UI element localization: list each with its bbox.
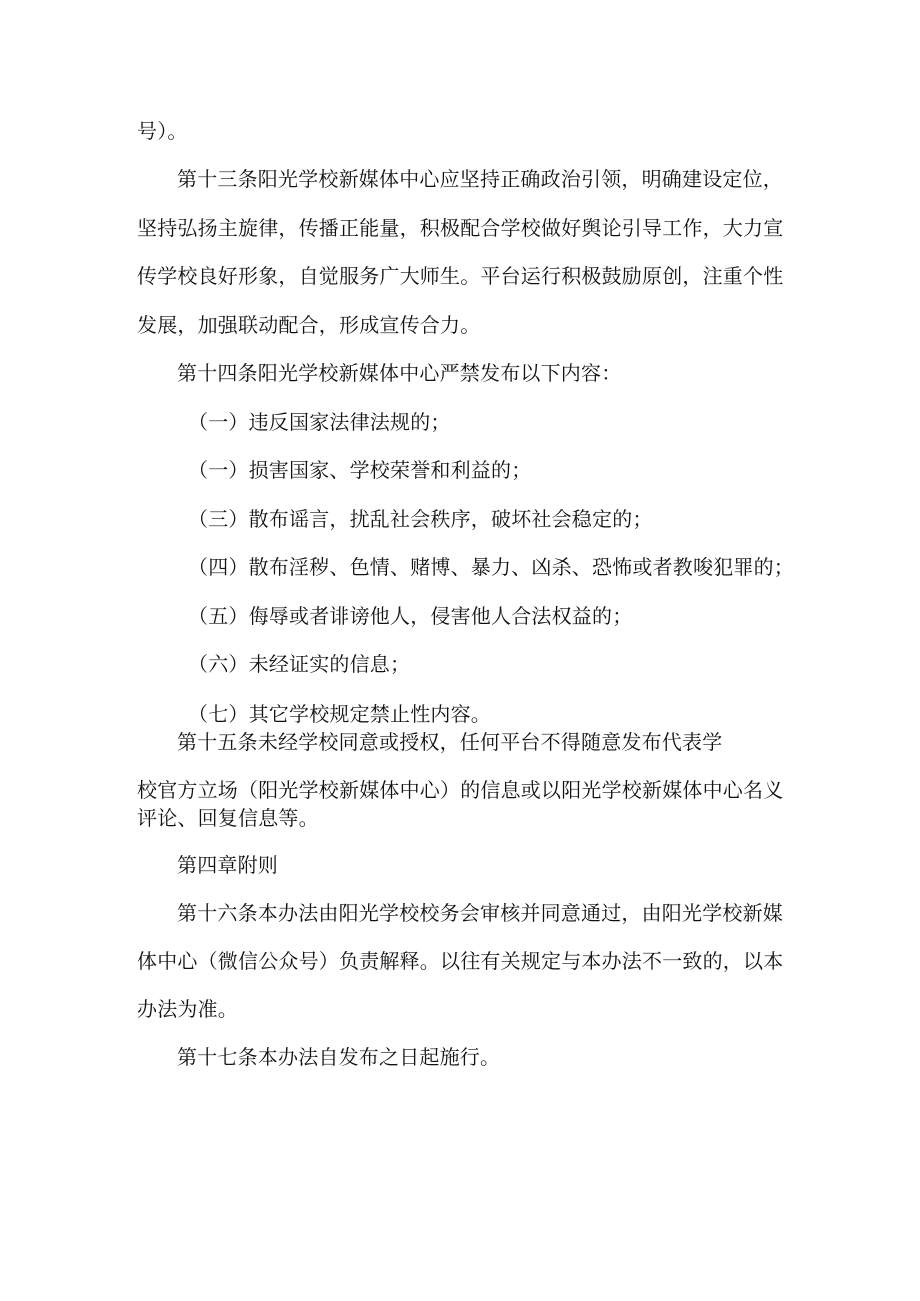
chapter-heading: 第四章附则 — [177, 853, 278, 877]
text-line: 号）。 — [137, 119, 188, 143]
list-item: （七）其它学校规定禁止性内容。 — [188, 702, 491, 726]
list-item: （一）损害国家、学校荣誉和利益的； — [188, 458, 532, 482]
list-item: （五）侮辱或者诽谤他人，侵害他人合法权益的； — [188, 604, 633, 628]
list-item: （三）散布谣言，扰乱社会秩序，破坏社会稳定的； — [188, 507, 653, 531]
list-item: （一）违反国家法律法规的； — [188, 410, 451, 434]
text-line: 评论、回复信息等。 — [137, 806, 319, 830]
text-line: 坚持弘扬主旋律，传播正能量，积极配合学校做好舆论引导工作，大力宣 — [137, 216, 784, 240]
text-line: 发展，加强联动配合，形成宣传合力。 — [137, 313, 481, 337]
list-item: （六）未经证实的信息； — [188, 652, 411, 676]
list-item: （四）散布淫秽、色情、赌博、暴力、凶杀、恐怖或者教唆犯罪的； — [188, 555, 794, 579]
text-line: 校官方立场（阳光学校新媒体中心）的信息或以阳光学校新媒体中心名义 — [137, 778, 784, 802]
text-line: 第十四条阳光学校新媒体中心严禁发布以下内容： — [177, 361, 622, 385]
text-line: 体中心（微信公众号）负责解释。以往有关规定与本办法不一致的，以本 — [137, 949, 784, 973]
text-line: 第十五条未经学校同意或授权，任何平台不得随意发布代表学 — [177, 730, 723, 754]
text-line: 传学校良好形象，自觉服务广大师生。平台运行积极鼓励原创，注重个性 — [137, 264, 784, 288]
text-line: 第十七条本办法自发布之日起施行。 — [177, 1045, 501, 1069]
text-line: 第十六条本办法由阳光学校校务会审核并同意通过，由阳光学校新媒 — [177, 901, 783, 925]
text-line: 第十三条阳光学校新媒体中心应坚持正确政治引领，明确建设定位， — [177, 167, 783, 191]
text-line: 办法为准。 — [137, 997, 238, 1021]
